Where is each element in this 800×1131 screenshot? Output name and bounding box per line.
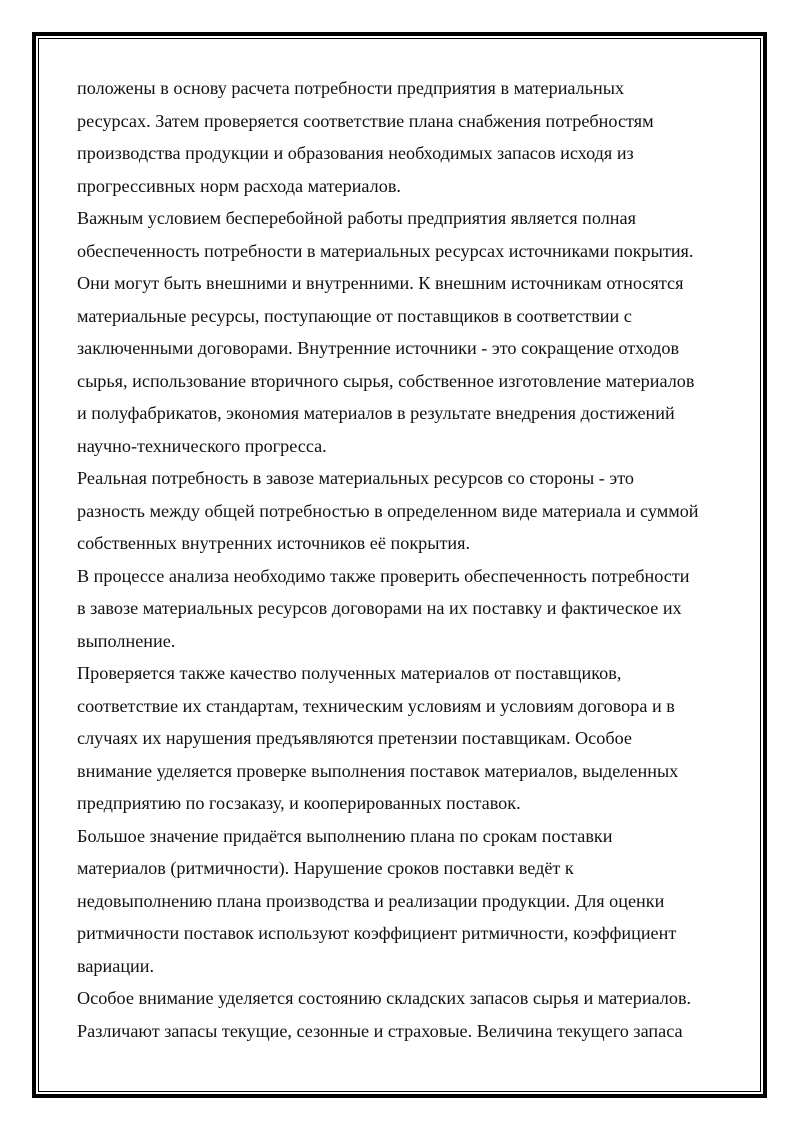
text-line: Реальная потребность в завозе материальных ресурсов со стороны - это — [77, 468, 635, 488]
text-line: разность между общей потребностью в определенном виде материала и суммой — [77, 500, 699, 521]
text-line: Важным условием бесперебойной работы предприятия является полная — [77, 208, 636, 228]
text-line: случаях их нарушения предъявляются претензии поставщикам. Особое — [77, 728, 632, 748]
text-line: Проверяется также качество полученных материалов от поставщиков, — [77, 663, 622, 683]
text-line: заключенными договорами. Внутренние источники - это сокращение отходов — [77, 338, 680, 358]
text-line: выполнение. — [77, 630, 176, 651]
text-line: предприятию по госзаказу, и кооперированных поставок. — [77, 793, 521, 813]
text-line: вариации. — [77, 955, 155, 976]
text-line: в завозе материальных ресурсов договорами на их поставку и фактическое их — [77, 598, 682, 618]
document-text — [77, 72, 727, 1047]
text-line: соответствие их стандартам, техническим условиям и условиям договора и в — [77, 695, 675, 716]
text-line: ритмичности поставок используют коэффициент ритмичности, коэффициент — [77, 923, 677, 943]
text-line: прогрессивных норм расхода материалов. — [77, 175, 401, 196]
text-line: собственных внутренних источников её покрытия. — [77, 533, 471, 553]
text-line: В процессе анализа необходимо также проверить обеспеченность потребности — [77, 565, 690, 586]
text-line: научно-технического прогресса. — [77, 435, 327, 456]
text-line: ресурсах. Затем проверяется соответствие плана снабжения потребностям — [77, 110, 654, 131]
text-line: обеспеченность потребности в материальных ресурсах источниками покрытия. — [77, 240, 694, 261]
text-line: недовыполнению плана производства и реализации продукции. Для оценки — [77, 890, 665, 911]
text-line: и полуфабрикатов, экономия материалов в результате внедрения достижений — [77, 403, 675, 423]
text-line: материальные ресурсы, поступающие от поставщиков в соответствии с — [77, 305, 632, 326]
text-line: Особое внимание уделяется состоянию складских запасов сырья и материалов. — [77, 988, 692, 1008]
text-line: производства продукции и образования необходимых запасов исходя из — [77, 143, 634, 163]
text-line: сырья, использование вторичного сырья, собственное изготовление материалов — [77, 370, 695, 391]
text-line: Различают запасы текущие, сезонные и страховые. Величина текущего запаса — [77, 1020, 683, 1041]
text-line: Они могут быть внешними и внутренними. К внешним источникам относятся — [77, 273, 684, 293]
text-line: внимание уделяется проверке выполнения поставок материалов, выделенных — [77, 760, 679, 781]
text-line: материалов (ритмичности). Нарушение сроков поставки ведёт к — [77, 858, 574, 878]
text-line: положены в основу расчета потребности предприятия в материальных — [77, 78, 625, 98]
text-line: Большое значение придаётся выполнению плана по срокам поставки — [77, 825, 613, 846]
